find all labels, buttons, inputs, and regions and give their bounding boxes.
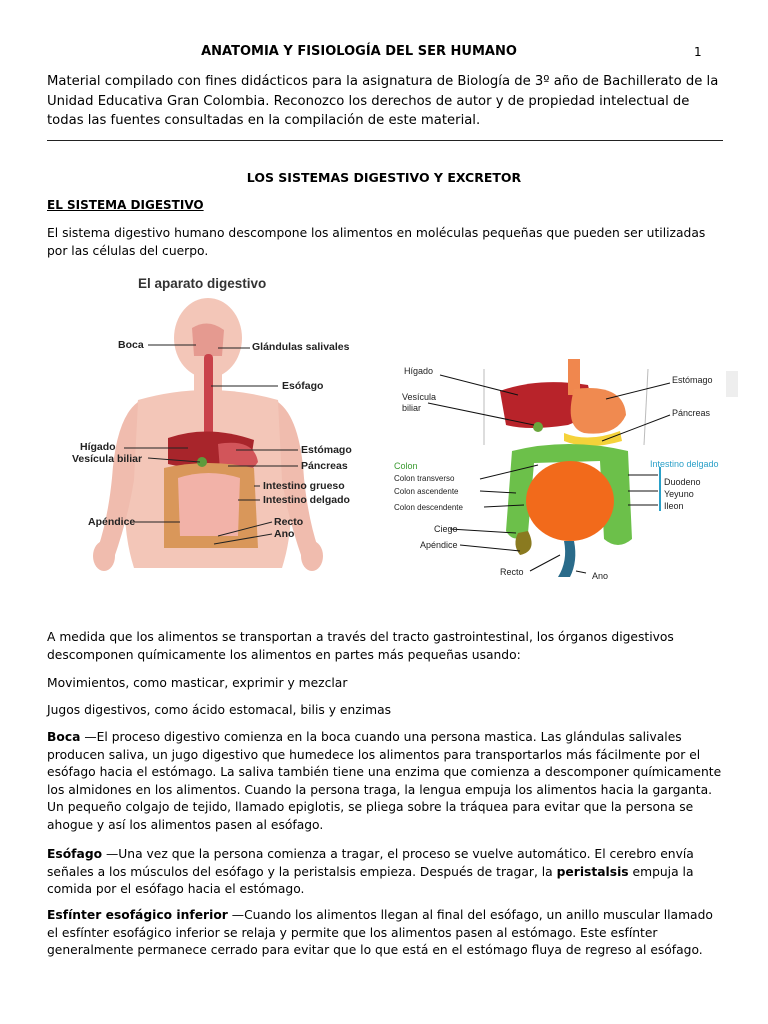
r-label-yeyuno: Yeyuno — [664, 489, 694, 499]
boca-term: Boca — [47, 730, 81, 744]
esofago-text-a: —Una vez que la persona comienza a tragar, el proceso se vuelve automático. El cerebro envía señales a los músculos del esófago y la peristalsis empieza. Después de tragar, la — [47, 847, 694, 879]
r-label-apendice: Apéndice — [420, 540, 458, 550]
digestive-system-figure-right — [388, 355, 738, 590]
subsection-title: EL SISTEMA DIGESTIVO — [47, 198, 204, 212]
section-title: LOS SISTEMAS DIGESTIVO Y EXCRETOR — [246, 170, 522, 185]
r-label-colon-ascendente: Colon ascendente — [394, 487, 459, 496]
label-esofago: Esófago — [282, 380, 324, 392]
label-intestino-delgado: Intestino delgado — [263, 494, 350, 506]
label-boca: Boca — [118, 339, 144, 351]
boca-paragraph — [47, 729, 727, 835]
esofago-paragraph — [47, 846, 727, 899]
label-higado: Hígado — [80, 441, 116, 453]
r-label-ileon: Ileon — [664, 501, 684, 511]
label-recto: Recto — [274, 516, 304, 528]
list-item-jugos: Jugos digestivos, como ácido estomacal, bilis y enzimas — [47, 703, 392, 717]
intro-paragraph: Material compilado con fines didácticos para la asignatura de Biología de 3º año de Bachillerato de la Unidad Educativa Gran Colombia. Reconozco los derechos de autor y de propiedad intelectual de todas las fuentes consultadas en la compilación de este material. — [47, 74, 719, 128]
r-label-recto: Recto — [500, 567, 524, 577]
r-label-ano: Ano — [592, 571, 609, 581]
r-label-pancreas: Páncreas — [672, 408, 711, 418]
label-apendice: Apéndice — [88, 516, 136, 528]
r-label-colon: Colon — [394, 461, 418, 471]
esfinter-paragraph — [47, 907, 727, 960]
r-label-higado: Hígado — [404, 366, 434, 376]
transport-paragraph: A medida que los alimentos se transportan a través del tracto gastrointestinal, los órganos digestivos descomponen químicamente los alimentos en partes más pequeñas usando: — [47, 630, 674, 662]
r-label-intestino-delgado: Intestino delgado — [650, 459, 719, 469]
esofago-text-b: empuja la comida por el esófago hacia el estómago. — [47, 864, 694, 897]
horizontal-rule — [47, 140, 723, 141]
figure-left-title: El aparato digestivo — [138, 276, 267, 291]
peristalsis-term: peristalsis — [556, 864, 629, 879]
boca-text: —El proceso digestivo comienza en la boca cuando una persona mastica. Las glándulas salivales producen saliva, un jugo digestivo que humedece los alimentos para transportarlos más fácilmente por el esófago hacia el estómago. La saliva también tiene una enzima que comienza a descomponer químicamente los almidones en los alimentos. Cuando la persona traga, la lengua empuja los alimentos hacia la garganta. Un pequeño colgajo de tejido, llamado epiglotis, se pliega sobre la tráquea para evitar que la persona se ahogue y así los alimentos pasen al esófago. — [47, 730, 722, 832]
r-label-vesicula-2: biliar — [402, 403, 422, 413]
r-label-vesicula-1: Vesícula — [402, 392, 437, 402]
list-item-movimientos: Movimientos, como masticar, exprimir y mezclar — [47, 676, 348, 690]
digestive-system-figure-left — [68, 268, 368, 578]
r-label-colon-descendente: Colon descendente — [394, 503, 463, 512]
r-label-colon-transverso: Colon transverso — [394, 474, 455, 483]
document-title: ANATOMIA Y FISIOLOGÍA DEL SER HUMANO — [201, 44, 517, 59]
page-number: 1 — [694, 45, 702, 59]
label-ano: Ano — [274, 528, 295, 540]
r-label-duodeno: Duodeno — [664, 477, 701, 487]
esfinter-text: —Cuando los alimentos llegan al final del esófago, un anillo muscular llamado el esfínter esofágico inferior se relaja y permite que los alimentos pasen al estómago. Este esfínter generalmente permanece cerrado para evitar que lo que está en el estómago fluya de regreso al esófago. — [47, 908, 713, 958]
label-pancreas: Páncreas — [301, 460, 348, 472]
esfinter-term: Esfínter esofágico inferior — [47, 908, 228, 922]
label-vesicula-biliar: Vesícula biliar — [72, 453, 143, 465]
label-estomago: Estómago — [301, 444, 352, 456]
label-intestino-grueso: Intestino grueso — [263, 480, 345, 492]
r-label-estomago: Estómago — [672, 375, 713, 385]
r-label-ciego: Ciego — [434, 524, 458, 534]
intro-digestive-paragraph: El sistema digestivo humano descompone los alimentos en moléculas pequeñas que pueden ser utilizadas por las células del cuerpo. — [47, 226, 706, 258]
esofago-term: Esófago — [47, 847, 103, 861]
label-glandulas-salivales: Glándulas salivales — [252, 341, 350, 353]
